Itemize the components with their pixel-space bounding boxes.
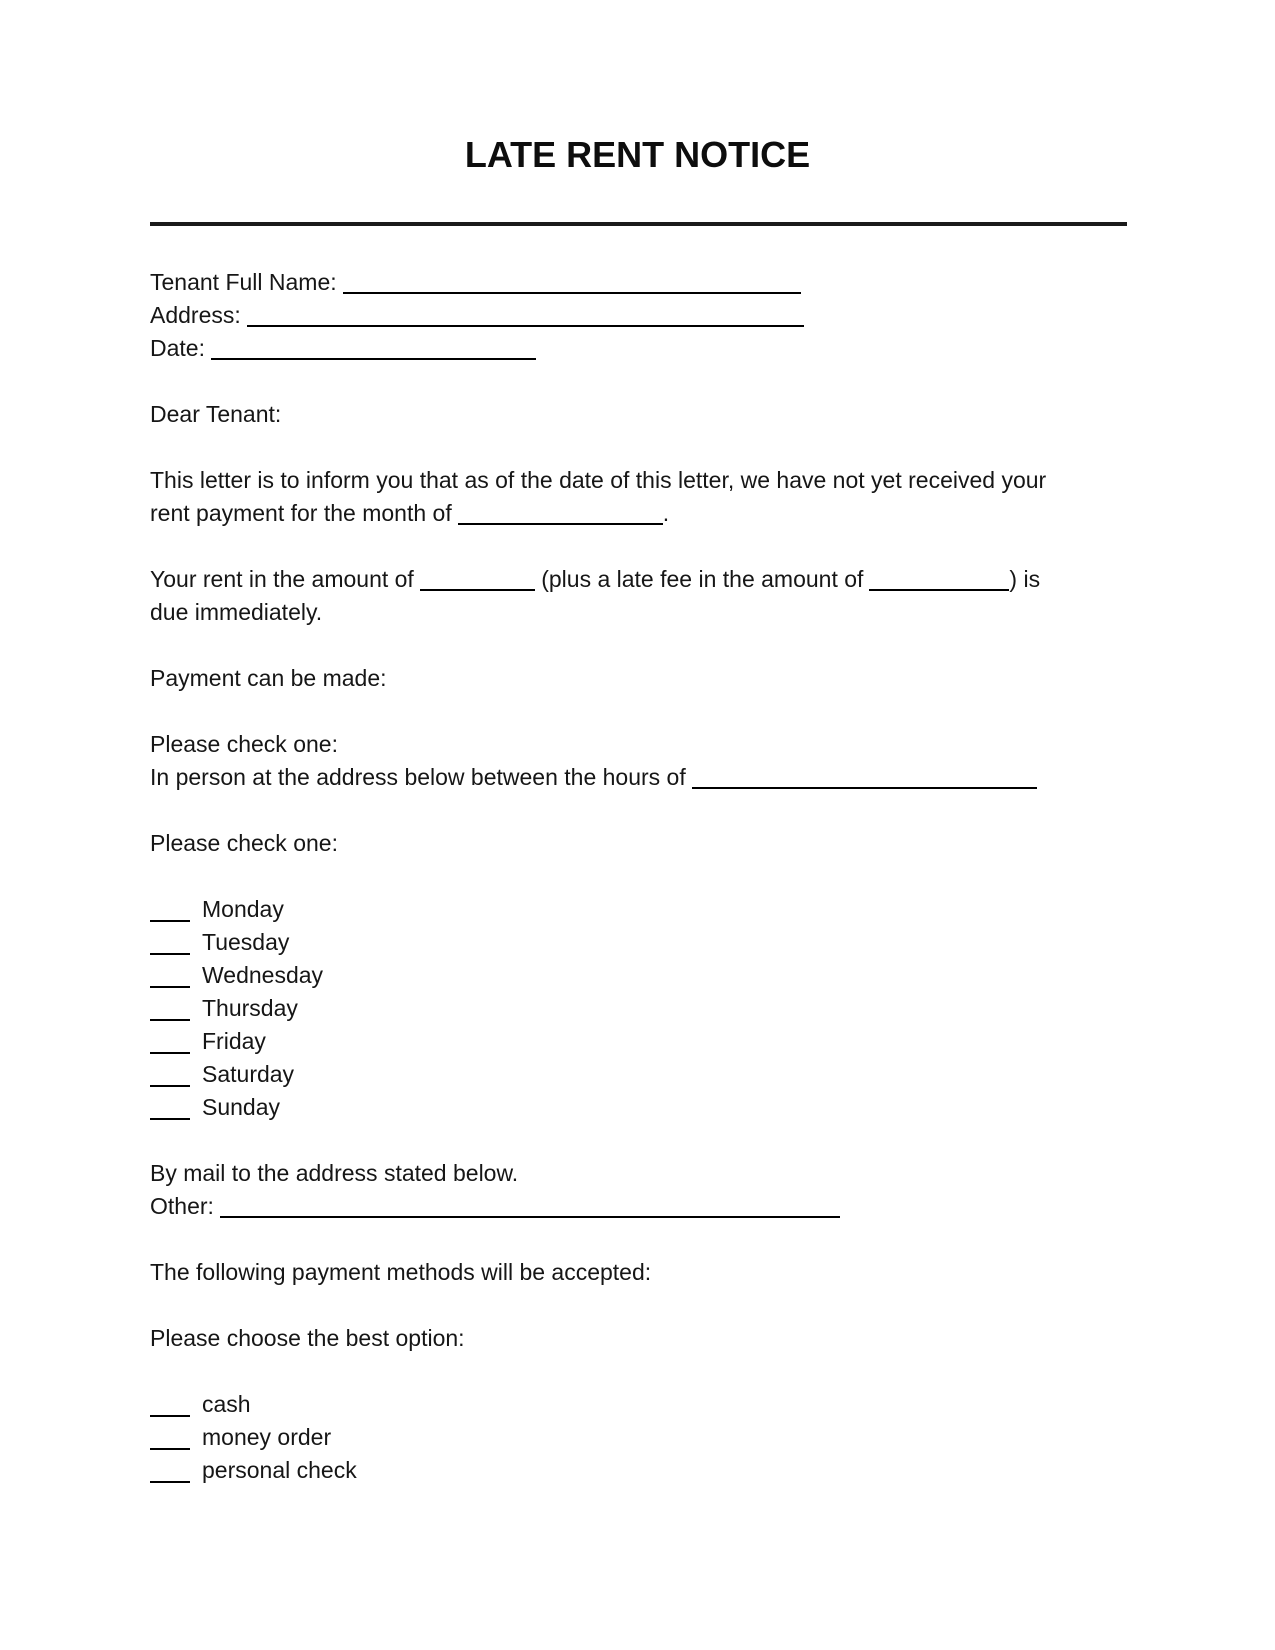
day-label: Saturday	[202, 1061, 295, 1087]
option-row-cash	[150, 1388, 1125, 1421]
paragraph-amount-due-line2: due immediately.	[150, 599, 323, 625]
day-row-wednesday	[150, 959, 1125, 992]
day-row-friday	[150, 1025, 1125, 1058]
date-row	[150, 332, 1125, 365]
day-check-blank-thursday[interactable]	[150, 1019, 190, 1021]
day-row-monday	[150, 893, 1125, 926]
option-row-money-order	[150, 1421, 1125, 1454]
check-one-first-section	[150, 728, 1125, 794]
header-fields	[150, 266, 1125, 365]
day-label: Wednesday	[202, 962, 324, 988]
day-row-saturday	[150, 1058, 1125, 1091]
in-person-row	[150, 761, 1125, 794]
tenant-name-field[interactable]	[343, 292, 801, 294]
hours-field[interactable]	[692, 787, 1037, 789]
option-check-blank-cash[interactable]	[150, 1415, 190, 1417]
day-label: Thursday	[202, 995, 298, 1021]
address-field[interactable]	[247, 325, 804, 327]
option-row-personal-check	[150, 1454, 1125, 1487]
day-label: Sunday	[202, 1094, 281, 1120]
salutation: Dear Tenant:	[150, 401, 282, 427]
day-check-blank-monday[interactable]	[150, 920, 190, 922]
paragraph-not-received-line1: This letter is to inform you that as of the date of this letter, we have not yet received your	[150, 467, 1047, 493]
paragraph-not-received-line2	[150, 497, 1125, 530]
day-check-blank-sunday[interactable]	[150, 1118, 190, 1120]
payment-heading: Payment can be made:	[150, 665, 387, 691]
day-row-tuesday	[150, 926, 1125, 959]
payment-options-list	[150, 1388, 1125, 1487]
month-field[interactable]	[458, 523, 663, 525]
day-label: Tuesday	[202, 929, 290, 955]
day-check-blank-tuesday[interactable]	[150, 953, 190, 955]
late-fee-field[interactable]	[869, 589, 1009, 591]
day-row-thursday	[150, 992, 1125, 1025]
other-row	[150, 1190, 1125, 1223]
paragraph-amount-due	[150, 563, 1125, 629]
rent-amount-field[interactable]	[420, 589, 535, 591]
late-fee-text: (plus a late fee in the amount of	[541, 566, 864, 592]
title-divider	[150, 222, 1127, 226]
by-mail-line: By mail to the address stated below.	[150, 1160, 519, 1186]
amount-due-suffix-text: ) is	[1009, 566, 1041, 592]
day-check-blank-friday[interactable]	[150, 1052, 190, 1054]
days-list	[150, 893, 1125, 1124]
rent-amount-prefix-text: Your rent in the amount of	[150, 566, 414, 592]
paragraph-amount-due-line1	[150, 563, 1125, 596]
other-label: Other:	[150, 1193, 214, 1219]
check-one-first-label: Please check one:	[150, 731, 338, 757]
day-check-blank-wednesday[interactable]	[150, 986, 190, 988]
day-label: Monday	[202, 896, 284, 922]
option-label: cash	[202, 1391, 251, 1417]
tenant-name-row	[150, 266, 1125, 299]
month-suffix-text: .	[662, 500, 670, 526]
in-person-text: In person at the address below between the hours of	[150, 764, 686, 790]
option-label: personal check	[202, 1457, 357, 1483]
mail-other-section	[150, 1157, 1125, 1223]
check-one-second-label: Please check one:	[150, 830, 338, 856]
methods-heading: The following payment methods will be accepted:	[150, 1259, 652, 1285]
date-field[interactable]	[211, 358, 536, 360]
other-field[interactable]	[220, 1216, 840, 1218]
page-title: LATE RENT NOTICE	[464, 134, 811, 175]
date-label: Date:	[150, 335, 205, 361]
paragraph-not-received	[150, 464, 1125, 530]
day-row-sunday	[150, 1091, 1125, 1124]
month-prefix-text: rent payment for the month of	[150, 500, 452, 526]
day-check-blank-saturday[interactable]	[150, 1085, 190, 1087]
day-label: Friday	[202, 1028, 266, 1054]
address-row	[150, 299, 1125, 332]
option-label: money order	[202, 1424, 332, 1450]
address-label: Address:	[150, 302, 241, 328]
tenant-name-label: Tenant Full Name:	[150, 269, 337, 295]
option-check-blank-personal-check[interactable]	[150, 1481, 190, 1483]
option-check-blank-money-order[interactable]	[150, 1448, 190, 1450]
choose-best-heading: Please choose the best option:	[150, 1325, 465, 1351]
